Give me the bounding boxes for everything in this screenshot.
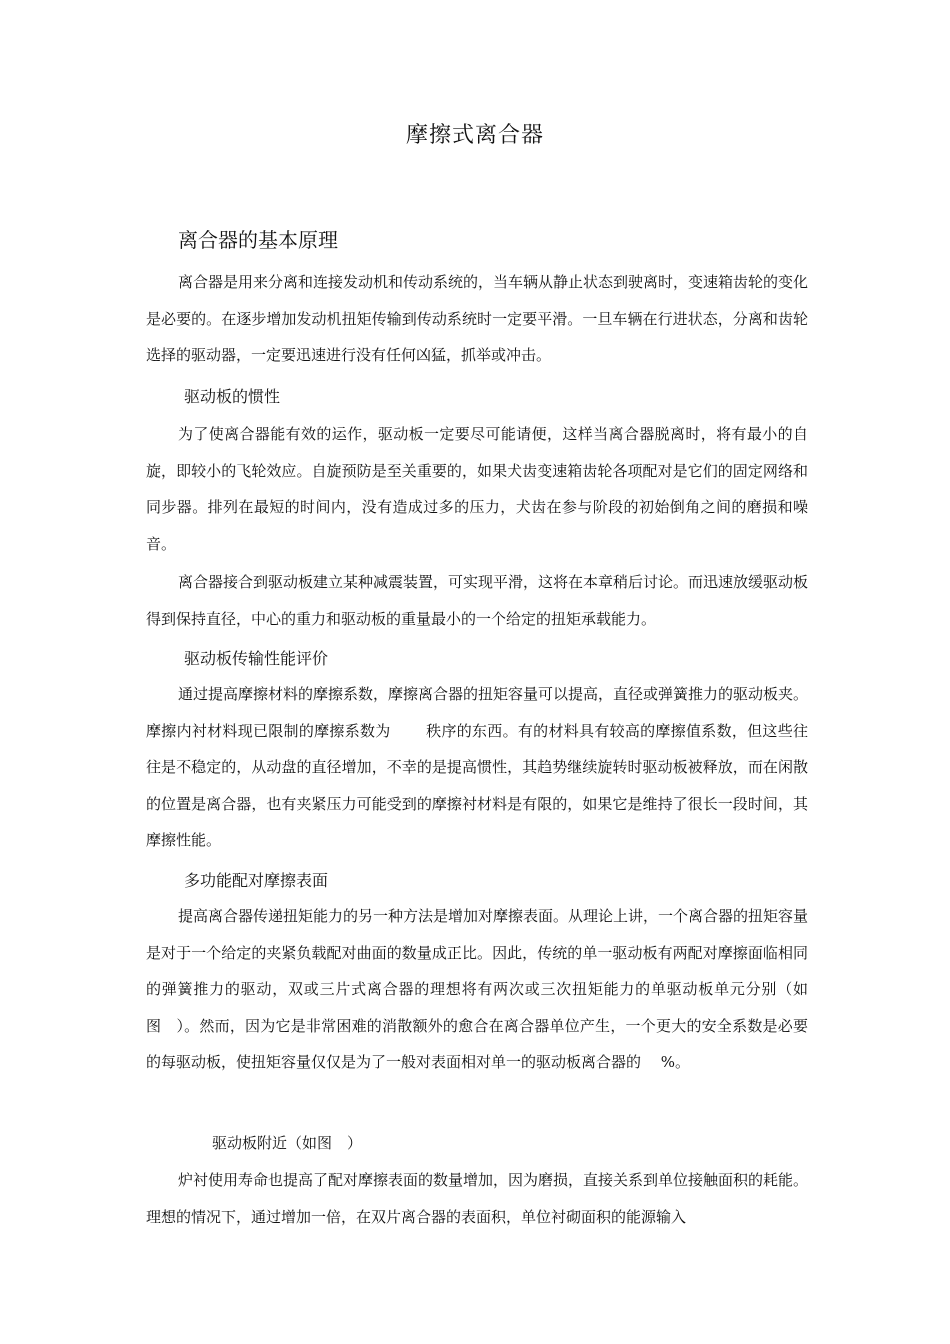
paragraph-friction-coefficient: 通过提高摩擦材料的摩擦系数，摩擦离合器的扭矩容量可以提高，直径或弹簧推力的驱动板夹。摩擦内衬材料现已限制的摩擦系数为 秩序的东西。有的材料具有较高的摩擦值系数，但这些往往是不稳定的，从动盘的直径增加，不幸的是提高惯性，其趋势继续旋转时驱动板被释放，而在闲散的位置是离合器，也有夹紧压力可能受到的摩擦衬材料是有限的，如果它是维持了很长一段时间，其摩擦性能。: [146, 685, 809, 850]
paragraph-lining-life: 炉衬使用寿命也提高了配对摩擦表面的数量增加，因为磨损，直接关系到单位接触面积的耗能。理想的情况下，通过增加一倍，在双片离合器的表面积，单位衬砌面积的能源输入: [146, 1171, 809, 1226]
paragraph-damping: 离合器接合到驱动板建立某种减震装置，可实现平滑，这将在本章稍后讨论。而迅速放缓驱动板得到保持直径，中心的重力和驱动板的重量最小的一个给定的扭矩承载能力。: [146, 573, 809, 628]
subheading-multi-friction-surfaces: 多功能配对摩擦表面: [184, 871, 329, 890]
subheading-drive-plate-inertia: 驱动板的惯性: [184, 387, 281, 406]
section-heading-basic-principle: 离合器的基本原理: [178, 228, 338, 252]
paragraph-multi-surfaces: 提高离合器传递扭矩能力的另一种方法是增加对摩擦表面。从理论上讲，一个离合器的扭矩容量是对于一个给定的夹紧负载配对曲面的数量成正比。因此，传统的单一驱动板有两配对摩擦面临相同的弹簧推力的驱动，双或三片式离合器的理想将有两次或三次扭矩能力的单驱动板单元分别（如图 ）。然而，因为它是非常困难的消散额外的愈合在离合器单位产生，一个更大的安全系数是必要的每驱动板，使扭矩容量仅仅是为了一般对表面相对单一的驱动板离合器的 %。: [146, 907, 809, 1072]
subheading-drive-plate-nearby: 驱动板附近（如图 ）: [212, 1134, 363, 1152]
paragraph-inertia: 为了使离合器能有效的运作，驱动板一定要尽可能请便，这样当离合器脱离时，将有最小的自旋，即较小的飞轮效应。自旋预防是至关重要的，如果犬齿变速箱齿轮各项配对是它们的固定网络和同步器。排列在最短的时间内，没有造成过多的压力，犬齿在参与阶段的初始倒角之间的磨损和噪音。: [146, 425, 808, 553]
subheading-transmission-evaluation: 驱动板传输性能评价: [184, 649, 329, 668]
paragraph-basic-principle: 离合器是用来分离和连接发动机和传动系统的，当车辆从静止状态到驶离时，变速箱齿轮的变化是必要的。在逐步增加发动机扭矩传输到传动系统时一定要平滑。一旦车辆在行进状态，分离和齿轮选择的驱动器，一定要迅速进行没有任何凶猛，抓举或冲击。: [146, 273, 809, 365]
document-title: 摩擦式离合器: [405, 123, 544, 148]
